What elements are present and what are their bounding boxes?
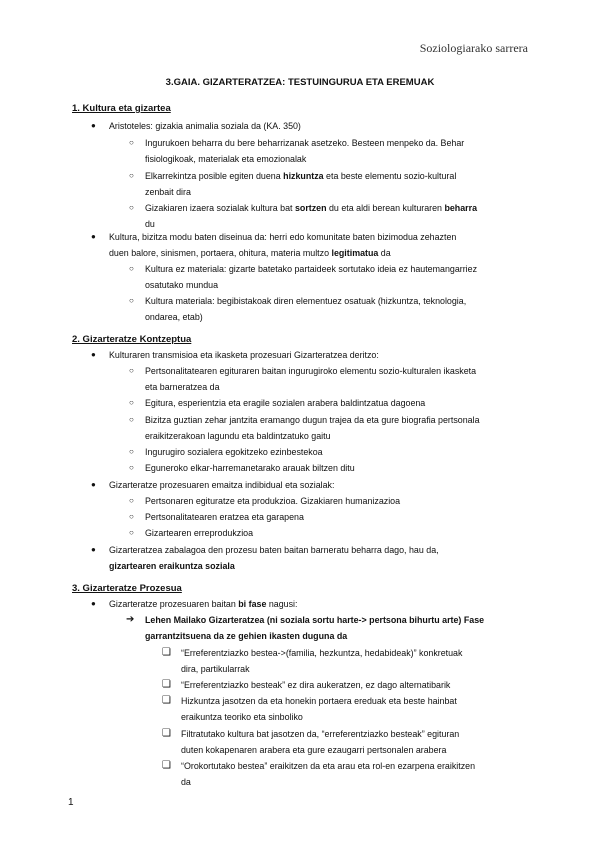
section-heading-2: 2. Gizarteratze Kontzeptua <box>72 334 192 345</box>
bullet-text: Aristoteles: gizakia animalia soziala da (KA. 350) <box>109 121 301 131</box>
circle-bullet-icon: ○ <box>129 447 134 456</box>
bullet-icon: ● <box>91 350 96 359</box>
circle-bullet-icon: ○ <box>129 296 134 305</box>
checkbox-item-text-cont: eraikuntza teoriko eta sinboliko <box>181 712 303 722</box>
bullet-icon: ● <box>91 599 96 608</box>
checkbox-item-text: “Erreferentziazko bestea->(familia, hezkuntza, hedabideak)” konkretuak <box>181 648 463 658</box>
checkbox-icon: ❏ <box>162 679 171 690</box>
sub-bullet-text-cont: eraikitzerakoan lagundu eta baldintzatuko gaitu <box>145 431 331 441</box>
circle-bullet-icon: ○ <box>129 138 134 147</box>
bullet-text: Kulturaren transmisioa eta ikasketa prozesuari Gizarteratzea deritzo: <box>109 350 379 360</box>
checkbox-item-text-cont: da <box>181 777 191 787</box>
sub-bullet-text: Kultura ez materiala: gizarte batetako partaideek sortutako ideia ez hautemangarriez <box>145 264 478 274</box>
circle-bullet-icon: ○ <box>129 528 134 537</box>
arrow-text: Lehen Mailako Gizarteratzea (ni soziala sortu harte-> pertsona bihurtu arte) Fase <box>145 615 485 625</box>
bullet-text: Gizarteratze prozesuaren baitan bi fase nagusi: <box>109 599 298 609</box>
circle-bullet-icon: ○ <box>129 366 134 375</box>
circle-bullet-icon: ○ <box>129 264 134 273</box>
bullet-icon: ● <box>91 121 96 130</box>
circle-bullet-icon: ○ <box>129 203 134 212</box>
sub-bullet-text: Gizakiaren izaera sozialak kultura bat sortzen du eta aldi berean kulturaren beharra <box>145 203 478 213</box>
page-title: 3.GAIA. GIZARTERATZEA: TESTUINGURUA ETA EREMUAK <box>165 77 435 88</box>
sub-bullet-text: Elkarrekintza posible egiten duena hizkuntza eta beste elementu sozio-kultural <box>145 171 457 181</box>
checkbox-item-text: “Orokortutako bestea” eraikitzen da eta arau eta rol-en ezarpena eraikitzen <box>181 761 476 771</box>
bullet-text-cont: gizartearen eraikuntza soziala <box>109 561 235 571</box>
sub-bullet-text: Egitura, esperientzia eta eragile sozialen arabera baldintzatua dagoena <box>145 398 426 408</box>
circle-bullet-icon: ○ <box>129 463 134 472</box>
sub-bullet-text: Pertsonaren egituratze eta produkzioa. Gizakiaren humanizazioa <box>145 496 401 506</box>
running-header: Soziologiarako sarrera <box>419 41 528 55</box>
sub-bullet-text: Ingurukoen beharra du bere beharrizanak asetzeko. Besteen menpeko da. Behar <box>145 138 465 148</box>
sub-bullet-text: Kultura materiala: begibistakoak diren elementuez osatuak (hizkuntza, teknologia, <box>145 296 467 306</box>
section-heading-3: 3. Gizarteratze Prozesua <box>72 583 182 594</box>
circle-bullet-icon: ○ <box>129 496 134 505</box>
bullet-icon: ● <box>91 480 96 489</box>
sub-bullet-text-cont: du <box>145 219 155 229</box>
checkbox-icon: ❏ <box>162 728 171 739</box>
bullet-text: Kultura, bizitza modu baten diseinua da: herri edo komunitate baten bizimodua zehazten <box>109 232 457 242</box>
checkbox-icon: ❏ <box>162 695 171 706</box>
checkbox-item-text-cont: duten kokapenaren arabera eta gure ezaugarri pertsonalen arabera <box>181 745 447 755</box>
circle-bullet-icon: ○ <box>129 171 134 180</box>
arrow-icon: ➔ <box>126 614 135 625</box>
section-heading-1: 1. Kultura eta gizartea <box>72 103 171 114</box>
checkbox-item-text-cont: dira, partikularrak <box>181 664 250 674</box>
sub-bullet-text: Pertsonalitatearen eratzea eta garapena <box>145 512 304 522</box>
sub-bullet-text-cont: zenbait dira <box>145 187 191 197</box>
sub-bullet-text-cont: eta barneratzea da <box>145 382 220 392</box>
bullet-text: Gizarteratzea zabalagoa den prozesu baten baitan barneratu beharra dago, hau da, <box>109 545 439 555</box>
circle-bullet-icon: ○ <box>129 415 134 424</box>
checkbox-icon: ❏ <box>162 647 171 658</box>
bullet-icon: ● <box>91 545 96 554</box>
checkbox-item-text: “Erreferentziazko besteak” ez dira aukeratzen, ez dago alternatibarik <box>181 680 451 690</box>
checkbox-icon: ❏ <box>162 760 171 771</box>
sub-bullet-text: Pertsonalitatearen egituraren baitan ingurugiroko elementu sozio-kulturalen ikasketa <box>145 366 477 376</box>
bullet-text-cont: duen balore, sinismen, portaera, ohitura, materia multzo legitimatua da <box>109 248 391 258</box>
sub-bullet-text-cont: osatutako mundua <box>145 280 219 290</box>
circle-bullet-icon: ○ <box>129 398 134 407</box>
sub-bullet-text: Gizartearen erreprodukzioa <box>145 528 254 538</box>
circle-bullet-icon: ○ <box>129 512 134 521</box>
bullet-icon: ● <box>91 232 96 241</box>
sub-bullet-text-cont: fisiologikoak, materialak eta emozionalak <box>145 154 307 164</box>
sub-bullet-text-cont: ondarea, etab) <box>145 312 203 322</box>
page-number: 1 <box>68 797 74 808</box>
sub-bullet-text: Bizitza guztian zehar jantzita eramango dugun trajea da eta gure biografia pertsonala <box>145 415 480 425</box>
checkbox-item-text: Hizkuntza jasotzen da eta honekin portaera ereduak eta beste hainbat <box>181 696 457 706</box>
bullet-text: Gizarteratze prozesuaren emaitza indibidual eta sozialak: <box>109 480 335 490</box>
sub-bullet-text: Ingurugiro sozialera egokitzeko ezinbestekoa <box>145 447 323 457</box>
sub-bullet-text: Eguneroko elkar-harremanetarako arauak biltzen ditu <box>145 463 355 473</box>
checkbox-item-text: Filtratutako kultura bat jasotzen da, “erreferentziazko besteak” egituran <box>181 729 460 739</box>
arrow-text-cont: garrantzitsuena da ze gehien ikasten duguna da <box>145 631 348 641</box>
